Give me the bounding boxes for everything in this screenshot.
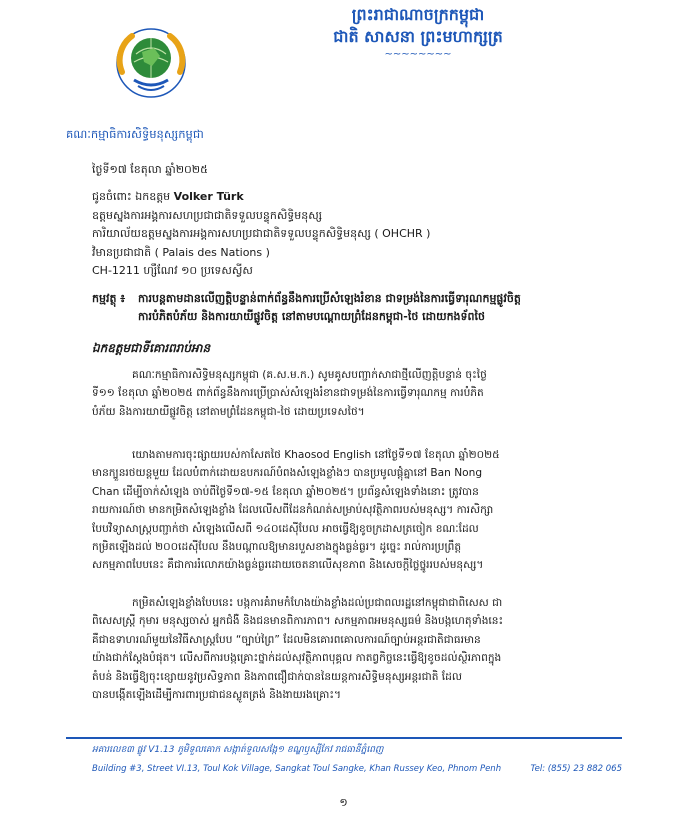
kingdom-title: ព្រះរាជាណាចក្រកម្ពុជា <box>351 5 485 24</box>
ccchr-logo <box>112 24 190 102</box>
footer-phone: Tel: (855) 23 882 065 <box>530 764 622 774</box>
paragraph-line: តំបន់ និងធ្វើឱ្យចុះខ្សោយនូវប្រសិទ្ធភាព និងភាពជឿជាក់បាននៃយន្តការសិទ្ធិមនុស្សអន្តរជាតិ ដែល <box>92 670 462 683</box>
letter-date <box>92 161 620 180</box>
paragraph-line: បានបង្កើតឡើងដើម្បីការពារប្រជាជនស្លូតត្រង់ និងងាយរងគ្រោះ។ <box>92 689 342 702</box>
footer-english-address: Building #3, Street VI.13, Toul Kok Village, Sangkat Toul Sangke, Khan Russey Keo, Phnom Penh <box>92 764 502 774</box>
paragraph-2 <box>92 446 620 575</box>
footer-khmer-address: អគារលេខ៣ ផ្លូវ V1.13 ភូមិទួលគោក សង្កាត់ទួលសង្កែ១ ខណ្ឌឫស្សីកែវ រាជធានីភ្នំពេញ <box>92 745 384 755</box>
paragraph-line: បែបវិទ្យាសាស្ត្របញ្ជាក់ថា សំឡេងលើសពី ១៤០ដេស៊ីបែល អាចធ្វើឱ្យខូចក្រដាសត្រចៀក ខណៈដែល <box>92 522 479 535</box>
motto-ornament: ~~~~~~~~ <box>384 49 452 60</box>
subject-line-1: ការបន្តតាមដានលើញត្តិបន្ទាន់ពាក់ព័ន្ធនឹងការប្រើសំឡេងរំខាន ជាទម្រង់នៃការធ្វើទារុណកម្មផ្លូវចិត្ត <box>138 292 521 305</box>
paragraph-line: ទី១១ ខែតុលា ឆ្នាំ២០២៥ ពាក់ព័ន្ធនឹងការប្រើប្រាស់សំឡេងរំខានជាទម្រង់នៃការធ្វើទារុណកម្ម ការបំភិត <box>92 387 484 400</box>
salutation: ឯកឧត្តមជាទីគោរពរាប់អាន <box>92 341 211 355</box>
paragraph-1 <box>92 366 620 421</box>
nation-religion-king: ជាតិ សាសនា ព្រះមហាក្សត្រ <box>333 27 503 46</box>
recipient-title: ឧត្តមស្នងការអង្គការសហប្រជាជាតិទទួលបន្ទុកសិទ្ធិមនុស្ស <box>92 208 322 222</box>
paragraph-line: គណៈកម្មាធិការសិទ្ធិមនុស្សកម្ពុជា (គ.ស.ម.ក.) សូមគូសបញ្ជាក់សាជាថ្មីលើញត្តិបន្ទាន់ ចុះថ្ងៃ <box>132 369 487 381</box>
national-motto <box>268 4 568 62</box>
subject-text <box>138 290 632 326</box>
recipient-block <box>92 188 620 281</box>
paragraph-3 <box>92 594 620 704</box>
subject-line-2: ការបំភិតបំភ័យ និងការយាយីផ្លូវចិត្ត នៅតាមបណ្តោយព្រំដែនកម្ពុជា-ថៃ ដោយកងទ័ពថៃ <box>138 310 485 323</box>
paragraph-line: មានក្បួនរថយន្តមួយ ដែលបំពាក់ដោយឧបករណ៍បំពងសំឡេងខ្លាំងៗ បានប្រមូលផ្តុំគ្នានៅ Ban Nong <box>92 467 483 480</box>
recipient-name: Volker Türk <box>173 190 244 203</box>
paragraph-line: រាយការណ៍ថា មានកម្រិតសំឡេងខ្លាំង ដែលលើសពីដែនកំណត់សម្រាប់សុវត្ថិភាពរបស់មនុស្ស។ ការសិក្សា <box>92 504 494 517</box>
paragraph-line: ពិសេសស្ត្រី កុមារ មនុស្សចាស់ អ្នកជំងឺ និងជនមានពិការភាព។ សកម្មភាពអមនុស្សធម៌ និងបង្កហេតុទាំងនេះ <box>92 615 504 628</box>
recipient-city: CH-1211 ហ្សឺណែវ ១០ ប្រទេសស្វីស <box>92 264 253 278</box>
date-line: ថ្ងៃទី១៧ ខែតុលា ឆ្នាំ២០២៥ <box>92 163 208 176</box>
footer-divider <box>66 737 622 739</box>
paragraph-line: យ៉ាងជាក់ស្តែងបំផុត។ លើសពីការបង្កគ្រោះថ្នាក់ដល់សុវត្ថិភាពបុគ្គល កាតព្វកិច្ចនេះធ្វើឱ្យខូចដល់ស្ថិរភាពក្នុង <box>92 652 502 665</box>
organization-name: គណៈកម្មាធិការសិទ្ធិមនុស្សកម្ពុជា <box>66 127 204 141</box>
paragraph-line: បំភ័យ និងការយាយីផ្លូវចិត្ត នៅតាមព្រំដែនកម្ពុជា-ថៃ ដោយប្រទេសថៃ។ <box>92 405 365 418</box>
recipient-prefix: ជូនចំពោះ ឯកឧត្តម <box>92 190 174 203</box>
paragraph-line: គឺជាឧទាហរណ៍មួយនៃវិធីសាស្ត្របែប “ច្បាប់ព្រៃ” ដែលមិនគោរពគោលការណ៍ច្បាប់អន្តរជាតិជាធរមាន <box>92 633 481 646</box>
paragraph-line: កម្រិតឡើងដល់ ២០០ដេស៊ីបែល នឹងបណ្តាលឱ្យមានរបួសខាងក្នុងធ្ងន់ធ្ងរ។ ដូច្នេះ រាល់ការប្រព្រឹត្ត <box>92 541 462 554</box>
subject-label: កម្មវត្ថុ ៖ <box>92 292 126 305</box>
paragraph-line: សកម្មភាពបែបនេះ គឺជាការរំលោភយ៉ាងធ្ងន់ធ្ងរដោយចេតនាលើសុខភាព និងសេចក្តីថ្លៃថ្នូររបស់មនុស្ស។ <box>92 559 484 572</box>
paragraph-line: កម្រិតសំឡេងខ្លាំងបែបនេះ បង្កការគំរាមកំហែងយ៉ាងខ្លាំងដល់ប្រជាពលរដ្ឋនៅកម្ពុជាជាពិសេស ជា <box>132 597 503 609</box>
recipient-name-line <box>92 188 620 207</box>
page-number: ១ <box>339 796 348 809</box>
recipient-building: វិមានប្រជាជាតិ ( Palais des Nations ) <box>92 245 270 259</box>
paragraph-line: យោងតាមការចុះផ្សាយរបស់កាសែតថៃ Khaosod English នៅថ្ងៃទី១៧ ខែតុលា ឆ្នាំ២០២៥ <box>132 449 500 461</box>
paragraph-line: Chan ដើម្បីចាក់សំឡេង ចាប់ពីថ្ងៃទី១៧-១៥ ខែតុលា ឆ្នាំ២០២៥។ ប្រព័ន្ធសំឡេងទាំងនោះ ត្រូវបាន <box>92 485 479 498</box>
recipient-office: ការិយាល័យឧត្តមស្នងការអង្គការសហប្រជាជាតិទទួលបន្ទុកសិទ្ធិមនុស្ស ( OHCHR ) <box>92 227 431 241</box>
